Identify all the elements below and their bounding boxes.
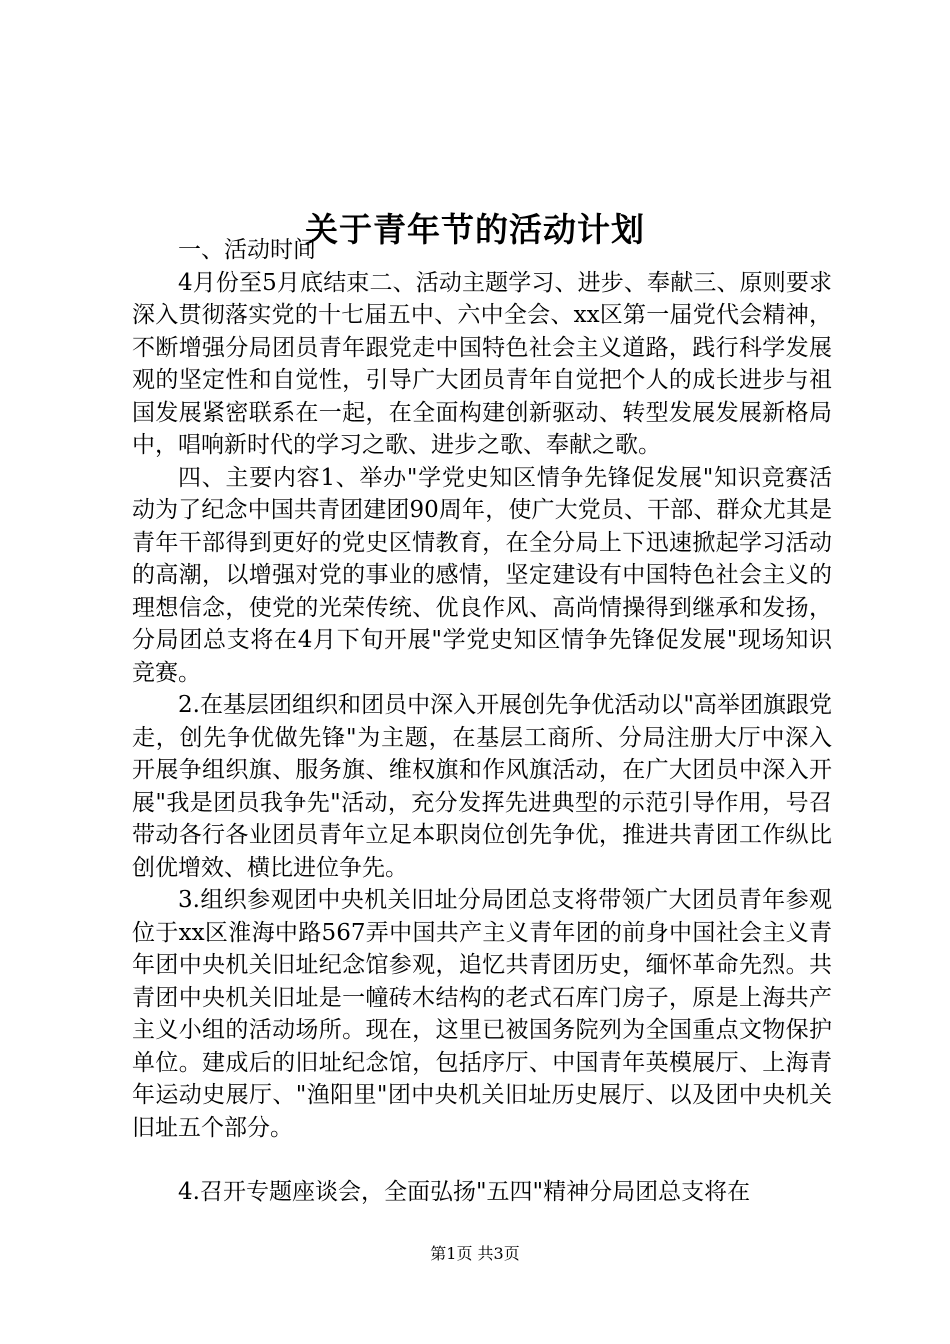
paragraph-content-excellence: 2.在基层团组织和团员中深入开展创先争优活动以"高举团旗跟党走，创先争优做先锋"为主题，在基层工商所、分局注册大厅中深入开展争组织旗、服务旗、维权旗和作风旗活动，在广大团员中深入开展"我是团员我争先"活动，充分发挥先进典型的示范引导作用，号召带动各行各业团员青年立足本职岗位创先争优，推进共青团工作纵比创优增效、横比进位争先。 [132,692,832,881]
document-body [132,234,832,1209]
paragraph-theme-principles: 4月份至5月底结束二、活动主题学习、进步、奉献三、原则要求深入贯彻落实党的十七届五中、六中全会、xx区第一届党代会精神，不断增强分局团员青年跟党走中国特色社会主义道路，践行科学发展观的坚定性和自觉性，引导广大团员青年自觉把个人的成长进步与祖国发展紧密联系在一起，在全面构建创新驱动、转型发展发展新格局中，唱响新时代的学习之歌、进步之歌、奉献之歌。 [132,269,832,458]
paragraph-content-symposium: 4.召开专题座谈会，全面弘扬"五四"精神分局团总支将在 [178,1179,751,1205]
paragraph-content-visit: 3.组织参观团中央机关旧址分局团总支将带领广大团员青年参观位于xx区淮海中路567弄中国共产主义青年团的前身中国社会主义青年团中央机关旧址纪念馆参观，追忆共青团历史，缅怀革命先烈。共青团中央机关旧址是一幢砖木结构的老式石库门房子，原是上海共产主义小组的活动场所。现在，这里已被国务院列为全国重点文物保护单位。建成后的旧址纪念馆，包括序厅、中国青年英模展厅、上海青年运动史展厅、"渔阳里"团中央机关旧址历史展厅、以及团中央机关旧址五个部分。 [132,887,832,1141]
document-title: 关于青年节的活动计划 [305,210,645,250]
section-heading-time: 一、活动时间 [178,237,316,263]
paragraph-content-quiz: 四、主要内容1、举办"学党史知区情争先锋促发展"知识竞赛活动为了纪念中国共青团建团90周年，使广大党员、干部、群众尤其是青年干部得到更好的党史区情教育，在全分局上下迅速掀起学习活动的高潮，以增强对党的事业的感情，坚定建设有中国特色社会主义的理想信念，使党的光荣传统、优良作风、高尚情操得到继承和发扬，分局团总支将在4月下旬开展"学党史知区情争先锋促发展"现场知识竞赛。 [132,464,832,686]
page-footer: 第1页 共3页 [430,1244,520,1263]
